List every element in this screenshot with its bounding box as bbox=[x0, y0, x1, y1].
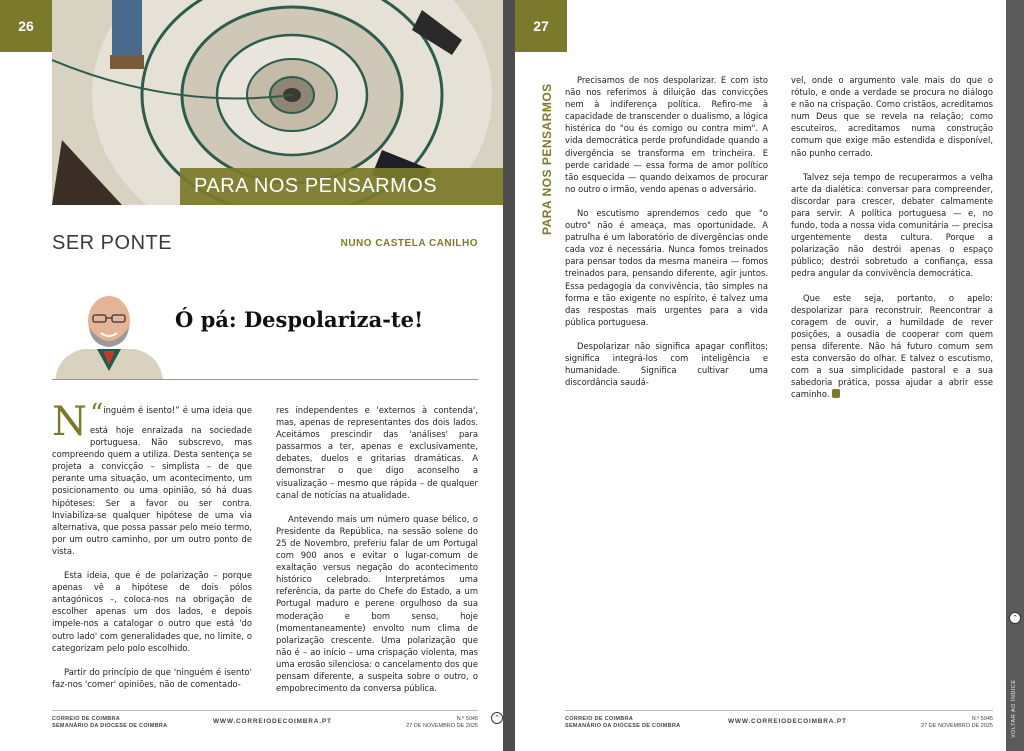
vertical-section-title bbox=[522, 60, 562, 260]
publication-subtitle: SEMANÁRIO DA DIOCESE DE COIMBRA bbox=[565, 723, 681, 729]
issue-number: N.º 5045 bbox=[971, 716, 993, 722]
publication-subtitle: SEMANÁRIO DA DIOCESE DE COIMBRA bbox=[52, 723, 168, 729]
paragraph: Talvez seja tempo de recuperarmos a velha arte da dialética: conversar para compreender, discordar para crescer, debater calmamente para servir. A política portuguesa — e, no fundo, toda a nossa vida comunitária — precisa urgentemente desta cultura. Porque a polarização não destrói apenas o espaço público; destrói sobretudo a confiança, essa pedra angular da convivência democrática. bbox=[791, 171, 993, 279]
footer-url[interactable]: WWW.CORREIODECOIMBRA.PT bbox=[728, 718, 847, 725]
section-banner: PARA NOS PENSARMOS bbox=[180, 168, 503, 205]
author-name: NUNO CASTELA CANILHO bbox=[340, 238, 478, 249]
divider bbox=[52, 379, 478, 380]
article-headline: Ó pá: Despolariza-te! bbox=[175, 307, 424, 332]
article-column-1 bbox=[52, 399, 252, 702]
author-avatar bbox=[53, 285, 165, 380]
page-number: 27 bbox=[515, 0, 567, 52]
vertical-title-text: PARA NOS PENSARMOS bbox=[540, 83, 554, 235]
paragraph: No escutismo aprendemos cedo que "o outro" não é ameaça, mas oportunidade. A patrulha é um laboratório de divergências onde cada voz é necessária. Nunca fomos treinados para pensar todos da mesma maneira — fomos treinados para, pensando diferente, agir juntos. Essa pedagogia da convivência, tão simples na forma e tão exigente no espírito, é talvez uma das respostas mais urgentes para a vida pública portuguesa. bbox=[565, 207, 768, 327]
paragraph: Esta ideia, que é de polarização – porque apenas vê a hipótese de dois pólos antagónicos –, coloca-nos na obrigação de escolher apenas um dos lados, e depois impele-nos a catalogar o outro que está 'do outro lado' com generalidades que, no limite, o categorizam pelo polo escolhido. bbox=[52, 570, 252, 653]
paragraph: vel, onde o argumento vale mais do que o rótulo, e onde a verdade se procura no diálogo e não na crispação. Como cristãos, acreditamos num Deus que se revela na relação; como escuteiros, acreditamos numa construção comum que exige mão estendida e disponível, não punho cerrado. bbox=[791, 75, 993, 158]
back-to-index-link[interactable] bbox=[1008, 630, 1022, 740]
article-column-2 bbox=[276, 404, 478, 706]
publication-name: CORREIO DE COIMBRA bbox=[565, 716, 634, 722]
footer-publication bbox=[52, 716, 167, 730]
page-number: 26 bbox=[0, 0, 52, 52]
left-page bbox=[0, 0, 503, 751]
article-column-3 bbox=[565, 74, 768, 400]
paragraph bbox=[791, 292, 993, 401]
footer-issue bbox=[921, 716, 993, 730]
footer-url[interactable]: WWW.CORREIODECOIMBRA.PT bbox=[213, 718, 332, 725]
paragraph-text: Que este seja, portanto, o apelo: despolarizar para reconstruir. Reencontrar a coragem de ouvir, a humildade de rever posições, a ousadia de cooperar com quem pensa diferente. Não há futuro comum sem esta conversão do olhar. E talvez o escutismo, com a sua simplicidade pastoral e a sua sabedoria prática, possa ajudar a abrir esse caminho. bbox=[791, 292, 993, 400]
chevron-up-icon[interactable]: ⌃ bbox=[1009, 612, 1021, 624]
section-title: SER PONTE bbox=[52, 232, 173, 254]
paragraph: Precisamos de nos despolarizar. E com isto não nos referimos à diluição das convicções nem à indiferença política. Refiro-me à capacidade de transcender o dualismo, a lógica histérica do "ou és comigo ou contra mim". A vida democrática perde profundidade quando a divergência se transforma em trincheira. E perde caridade — essa forma de amor político tão esquecida — quando deixamos de procurar no outro o irmão, vendo apenas o adversário. bbox=[565, 75, 768, 194]
back-to-index-label[interactable]: VOLTAR AO ÍNDICE bbox=[1011, 679, 1017, 738]
paragraph: Antevendo mais um número quase bélico, o Presidente da República, na sessão solene do 25 de Novembro, preferiu falar de um Portugal com 900 anos e evitar o lugar-comum de exaltação versus negação do acontecimento histórico celebrado. Interpretámos uma referência, da parte do Chefe do Estado, a um Portugal maduro e perene orgulhoso da sua moderação e bom senso, hoje (momentaneamente) envolto num clima de polarização crescente. Uma polarização que não é – ao início – uma crispação violenta, mas uma erosão silenciosa: o cancelamento dos que pensam diferente, a suspeita sobre o outro, o empobrecimento da conversa pública. bbox=[276, 513, 478, 694]
issue-number: N.º 5045 bbox=[456, 716, 478, 722]
paragraph: Despolarizar não significa apagar conflitos; significa integrá-los com inteligência e humanidade. Significa cultivar uma discordância saudá- bbox=[565, 340, 768, 388]
footer-rule bbox=[565, 710, 993, 711]
publication-name: CORREIO DE COIMBRA bbox=[52, 716, 121, 722]
paragraph: inguém é isento!” é uma ideia que está hoje enraizada na sociedade portuguesa. Não subscrevo, mas compreendo quem a utiliza. Desta sentença se projeta a convicção – simplista – de que perante uma situação, um acontecimento, um posicionamento ou uma opinião, só há duas hipóteses: Ser a favor ou ser contra. Inviabiliza-se qualquer hipótese de uma via alternativa, que possa passar pelo meio termo, por um outro caminho, por um outro ponto de vista. bbox=[52, 405, 252, 556]
issue-date: 27 DE NOVEMBRO DE 2025 bbox=[921, 723, 993, 729]
hero-photo-spiral-staircase bbox=[52, 0, 503, 205]
drop-cap: N bbox=[52, 399, 87, 445]
paragraph: res independentes e 'externos à contenda', mas, apenas de representantes dos dois lados. Aceitámos prescindir das 'análises' para passarmos a ter, apenas e exclusivamente, debates, duelos e gritarias dramáticas. A demonstrar o que digo aconselho a visualização – mesmo que rápida – de qualquer canal de notícias na atualidade. bbox=[276, 405, 478, 500]
right-page bbox=[515, 0, 1006, 751]
scout-fleur-icon bbox=[832, 389, 840, 398]
footer-issue bbox=[406, 716, 478, 730]
article-column-4 bbox=[791, 74, 993, 412]
footer-rule bbox=[52, 710, 478, 711]
quote-open: “ bbox=[90, 399, 104, 429]
issue-date: 27 DE NOVEMBRO DE 2025 bbox=[406, 723, 478, 729]
paragraph: Partir do princípio de que 'ninguém é isento' faz-nos 'comer' opiniões, não de comentado- bbox=[52, 666, 252, 689]
chevron-up-icon[interactable]: ⌃ bbox=[491, 712, 503, 724]
footer-publication bbox=[565, 716, 680, 730]
